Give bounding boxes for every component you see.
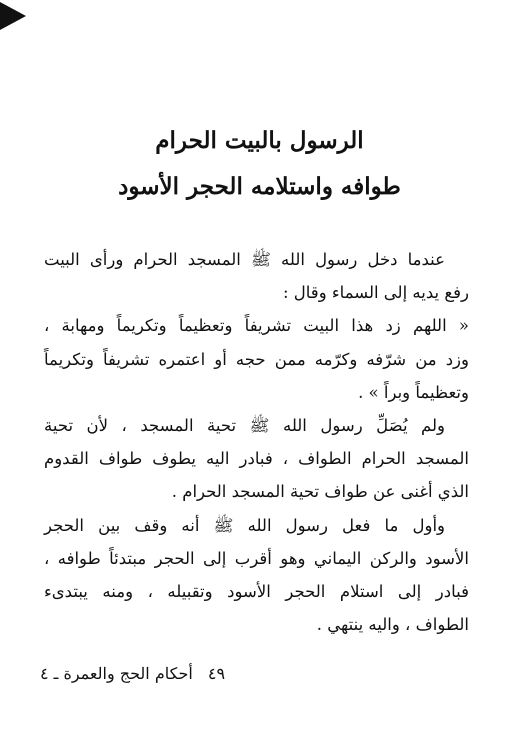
paragraph [44,509,469,642]
text-line: فبادر إلى استلام الحجر الأسود وتقبيله ، ومنه يبتدىء [44,582,469,602]
text-line: وأول ما فعل رسول الله ﷺ أنه وقف بين الحجر [44,515,445,535]
chapter-titles [60,118,459,210]
chapter-subtitle: طوافه واستلامه الحجر الأسود [118,173,401,200]
running-title: أحكام الحج والعمرة ـ ٤ [40,664,193,683]
text-line: « اللهم زد هذا البيت تشريفاً وتعظيماً وتكريماً ومهابة ، [44,316,469,336]
body-text [44,243,469,641]
paragraph [44,409,469,509]
text-line: الأسود والركن اليماني وهو أقرب إلى الحجر مبتدئاً طوافه ، [44,548,469,568]
text-line: وزد من شرّفه وكرّمه ممن حجه أو اعتمره تشريفاً وتكريماً [44,349,469,369]
text-line: وتعظيماً وبراً » . [358,382,469,402]
text-line: الذي أغنى عن طواف تحية المسجد الحرام . [171,482,469,502]
page-corner-marker [0,2,26,30]
text-line: عندما دخل رسول الله ﷺ المسجد الحرام ورأى البيت [44,250,445,269]
page-number: ٤٩ [207,664,226,683]
paragraph [44,309,469,409]
paragraph [44,243,469,309]
text-line: الطواف ، واليه ينتهي . [316,615,469,635]
page-footer [40,662,479,686]
text-line: المسجد الحرام الطواف ، فبادر اليه يطوف طواف القدوم [44,449,469,469]
text-line: رفع يديه إلى السماء وقال : [282,283,469,303]
chapter-title: الرسول بالبيت الحرام [155,127,364,154]
text-line: ولم يُصَلِّ رسول الله ﷺ تحية المسجد ، لأن تحية [44,416,445,436]
